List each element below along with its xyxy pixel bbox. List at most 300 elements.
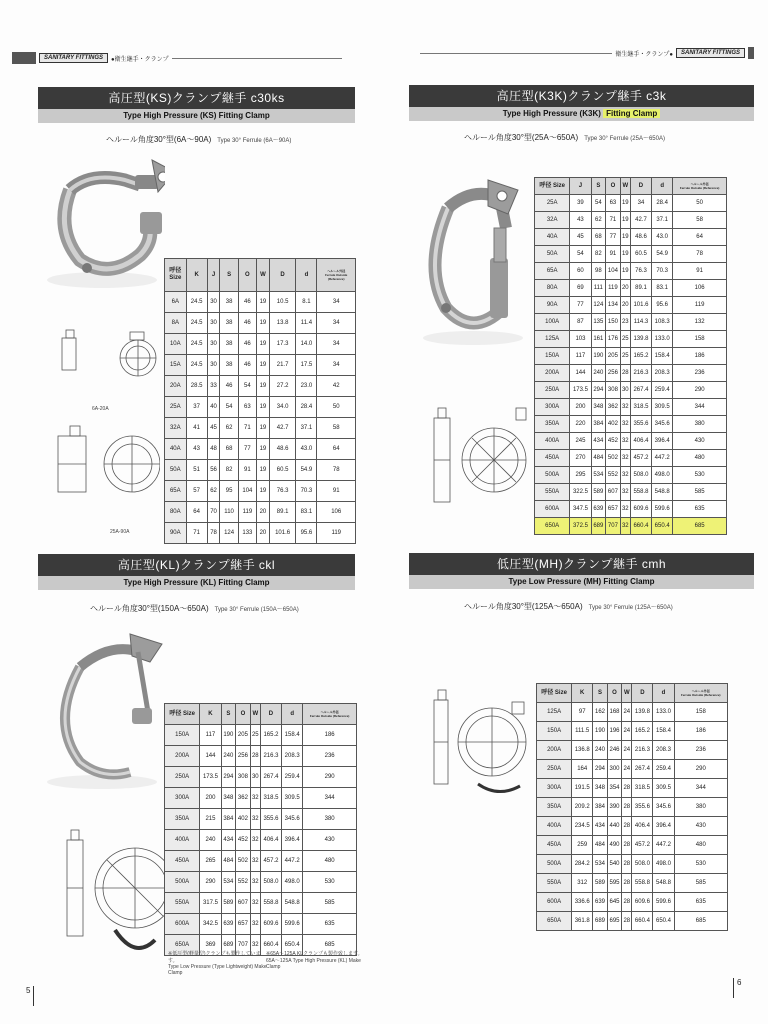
kl-ferrule (90, 603, 299, 614)
table-cell: 24 (622, 760, 632, 779)
table-cell: 30 (250, 767, 260, 788)
table-cell: 548.8 (653, 874, 674, 893)
table-cell: 51 (186, 460, 207, 481)
table-cell: 19 (257, 397, 270, 418)
column-header: 呼径 Size (165, 704, 200, 725)
ks-drawing-label-b: 25A-90A (110, 529, 130, 535)
table-cell: 89.1 (630, 280, 651, 297)
table-row (165, 460, 356, 481)
table-cell: 34 (630, 195, 651, 212)
table-cell: 707 (236, 935, 251, 956)
table-cell: 208.3 (652, 365, 673, 382)
table-cell: 19 (620, 246, 630, 263)
table-row (537, 855, 728, 874)
table-cell: 43.0 (652, 229, 673, 246)
table-cell: 290 (303, 767, 357, 788)
table-cell: 60.5 (269, 460, 296, 481)
table-cell: 270 (570, 450, 591, 467)
table-cell: 111.5 (572, 722, 593, 741)
table-cell: 17.5 (296, 355, 317, 376)
column-header: D (269, 259, 296, 292)
table-cell: 117 (570, 348, 591, 365)
table-cell: 45 (570, 229, 591, 246)
table-cell: 19 (620, 229, 630, 246)
table-cell: 20 (257, 502, 270, 523)
table-cell: 76.3 (630, 263, 651, 280)
table-cell: 104 (606, 263, 621, 280)
table-cell: 158 (673, 331, 727, 348)
table-cell: 30 (620, 382, 630, 399)
table-cell: 362 (236, 788, 251, 809)
table-cell: 295 (570, 467, 591, 484)
table-cell: 104 (238, 481, 256, 502)
size-cell: 650A (535, 518, 570, 535)
table-row (165, 851, 357, 872)
table-cell: 136.8 (572, 741, 593, 760)
table-cell: 19 (257, 481, 270, 502)
column-header: D (260, 704, 281, 725)
size-cell: 65A (165, 481, 187, 502)
table-cell: 32 (620, 399, 630, 416)
table-cell: 558.8 (260, 893, 281, 914)
table-cell: 91 (606, 246, 621, 263)
table-cell: 38 (220, 292, 238, 313)
table-cell: 64 (186, 502, 207, 523)
table-cell: 69 (570, 280, 591, 297)
table-cell: 660.4 (630, 518, 651, 535)
table-cell: 361.8 (572, 912, 593, 931)
table-row (537, 893, 728, 912)
table-cell: 308 (606, 382, 621, 399)
table-cell: 267.4 (630, 382, 651, 399)
table-row (165, 439, 356, 460)
table-cell: 28 (622, 855, 632, 874)
column-header: d (296, 259, 317, 292)
ks-ferrule-jp: ヘルール角度30°型(6A〜90A) (106, 135, 212, 144)
mh-dimension-drawing (428, 680, 528, 800)
table-cell: 657 (236, 914, 251, 935)
size-cell: 32A (165, 418, 187, 439)
size-cell: 450A (537, 836, 572, 855)
table-row (535, 365, 727, 382)
table-cell: 117 (200, 725, 221, 746)
table-cell: 639 (593, 893, 608, 912)
table-cell: 46 (220, 376, 238, 397)
table-cell: 548.8 (652, 484, 673, 501)
table-row (537, 817, 728, 836)
table-row (535, 399, 727, 416)
table-cell: 162 (593, 703, 608, 722)
table-cell: 447.2 (282, 851, 303, 872)
column-header: 呼径 Size (165, 259, 187, 292)
table-cell: 508.0 (632, 855, 653, 874)
table-cell: 355.6 (260, 809, 281, 830)
table-cell: 144 (200, 746, 221, 767)
table-header-row (165, 704, 357, 725)
table-cell: 165.2 (632, 722, 653, 741)
size-cell: 90A (165, 523, 187, 544)
table-cell: 13.8 (269, 313, 296, 334)
table-cell: 54.9 (652, 246, 673, 263)
column-header: S (593, 684, 608, 703)
table-row (165, 809, 357, 830)
table-cell: 48 (207, 439, 220, 460)
table-row (537, 760, 728, 779)
table-cell: 24 (622, 703, 632, 722)
table-cell: 32 (250, 851, 260, 872)
table-cell: 20 (620, 297, 630, 314)
table-cell: 17.3 (269, 334, 296, 355)
table-row (535, 263, 727, 280)
header-tag: SANITARY FITTINGS (39, 53, 108, 63)
column-header: ヘルール外径 Ferrule Outside (Reference) (303, 704, 357, 725)
table-cell: 46 (238, 334, 256, 355)
table-cell: 639 (221, 914, 236, 935)
size-cell: 150A (535, 348, 570, 365)
k3k-spec-table (534, 177, 727, 535)
column-header: J (570, 178, 591, 195)
table-cell: 240 (591, 365, 606, 382)
table-cell: 28 (622, 836, 632, 855)
table-cell: 77 (606, 229, 621, 246)
table-cell: 71 (238, 418, 256, 439)
table-row (165, 418, 356, 439)
table-cell: 362 (606, 399, 621, 416)
size-cell: 125A (535, 331, 570, 348)
table-cell: 259.4 (282, 767, 303, 788)
table-cell: 318.5 (260, 788, 281, 809)
table-cell: 220 (570, 416, 591, 433)
table-cell: 42.7 (269, 418, 296, 439)
table-cell: 119 (673, 297, 727, 314)
table-cell: 19 (257, 418, 270, 439)
table-cell: 46 (238, 313, 256, 334)
column-header: d (282, 704, 303, 725)
table-cell: 599.6 (282, 914, 303, 935)
size-cell: 550A (535, 484, 570, 501)
table-cell: 294 (593, 760, 608, 779)
k3k-subtitle-text: Type High Pressure (K3K) (502, 109, 604, 118)
table-cell: 267.4 (632, 760, 653, 779)
table-cell: 290 (674, 760, 727, 779)
table-cell: 54.9 (296, 460, 317, 481)
table-cell: 186 (673, 348, 727, 365)
table-cell: 585 (303, 893, 357, 914)
table-cell: 32 (250, 893, 260, 914)
table-cell: 502 (236, 851, 251, 872)
table-cell: 406.4 (632, 817, 653, 836)
size-cell: 550A (537, 874, 572, 893)
table-cell: 124 (591, 297, 606, 314)
column-header: S (221, 704, 236, 725)
table-cell: 190 (591, 348, 606, 365)
column-header: S (220, 259, 238, 292)
table-cell: 43.0 (296, 439, 317, 460)
table-cell: 56 (207, 460, 220, 481)
table-cell: 165.2 (630, 348, 651, 365)
table-cell: 345.6 (282, 809, 303, 830)
table-cell: 585 (674, 874, 727, 893)
table-cell: 28.5 (186, 376, 207, 397)
table-cell: 19 (257, 355, 270, 376)
table-cell: 447.2 (652, 450, 673, 467)
table-row (165, 725, 357, 746)
table-cell: 42 (317, 376, 356, 397)
table-cell: 318.5 (630, 399, 651, 416)
size-cell: 125A (537, 703, 572, 722)
table-cell: 265 (200, 851, 221, 872)
k3k-dimension-drawing (428, 398, 528, 518)
table-cell: 158.4 (652, 348, 673, 365)
table-cell: 396.4 (653, 817, 674, 836)
table-cell: 317.5 (200, 893, 221, 914)
table-cell: 30 (207, 292, 220, 313)
kl-clamp-photo (40, 622, 165, 792)
k3k-ferrule-en: Type 30° Ferrule (25A〜650A) (584, 136, 665, 142)
page-number-right: 6 (733, 978, 741, 998)
table-cell: 609.6 (632, 893, 653, 912)
column-header: ヘルール外径 Ferrule Outside (Reference) (673, 178, 727, 195)
table-row (535, 314, 727, 331)
column-header: K (200, 704, 221, 725)
size-cell: 6A (165, 292, 187, 313)
table-cell: 70 (207, 502, 220, 523)
table-row (165, 355, 356, 376)
table-cell: 585 (673, 484, 727, 501)
size-cell: 600A (537, 893, 572, 912)
table-cell: 19 (620, 195, 630, 212)
table-cell: 42.7 (630, 212, 651, 229)
page-number-left: 5 (26, 986, 34, 1006)
header-bar (748, 47, 754, 59)
table-cell: 589 (593, 874, 608, 893)
table-cell: 380 (673, 416, 727, 433)
table-cell: 607 (606, 484, 621, 501)
column-header: O (236, 704, 251, 725)
table-cell: 41 (186, 418, 207, 439)
table-cell: 707 (606, 518, 621, 535)
size-cell: 400A (165, 830, 200, 851)
table-row (165, 914, 357, 935)
table-cell: 83.1 (652, 280, 673, 297)
table-row (535, 501, 727, 518)
table-cell: 58 (317, 418, 356, 439)
table-cell: 685 (673, 518, 727, 535)
table-cell: 309.5 (282, 788, 303, 809)
table-cell: 45 (207, 418, 220, 439)
table-row (165, 788, 357, 809)
table-row (535, 467, 727, 484)
table-cell: 78 (317, 460, 356, 481)
table-cell: 259.4 (652, 382, 673, 399)
column-header: W (622, 684, 632, 703)
table-cell: 19 (257, 376, 270, 397)
table-cell: 430 (673, 433, 727, 450)
table-cell: 50 (317, 397, 356, 418)
table-cell: 498.0 (652, 467, 673, 484)
size-cell: 250A (165, 767, 200, 788)
table-cell: 38 (220, 355, 238, 376)
table-cell: 650.4 (282, 935, 303, 956)
size-cell: 650A (537, 912, 572, 931)
table-cell: 82 (220, 460, 238, 481)
column-header: d (653, 684, 674, 703)
table-cell: 484 (221, 851, 236, 872)
size-cell: 100A (535, 314, 570, 331)
table-cell: 209.2 (572, 798, 593, 817)
table-cell: 77 (238, 439, 256, 460)
table-row (535, 229, 727, 246)
size-cell: 50A (165, 460, 187, 481)
table-cell: 300 (607, 760, 622, 779)
table-cell: 457.2 (630, 450, 651, 467)
table-cell: 240 (593, 741, 608, 760)
table-cell: 502 (606, 450, 621, 467)
table-cell: 589 (591, 484, 606, 501)
table-cell: 28 (622, 817, 632, 836)
table-cell: 119 (606, 280, 621, 297)
table-row (165, 313, 356, 334)
table-cell: 106 (673, 280, 727, 297)
table-cell: 344 (674, 779, 727, 798)
table-cell: 294 (221, 767, 236, 788)
column-header: d (652, 178, 673, 195)
table-cell: 37.1 (296, 418, 317, 439)
table-cell: 24.5 (186, 313, 207, 334)
ks-ferrule-en: Type 30° Ferrule (6A〜90A) (217, 138, 292, 144)
table-cell: 37 (186, 397, 207, 418)
size-cell: 65A (535, 263, 570, 280)
table-cell: 110 (220, 502, 238, 523)
table-row (535, 433, 727, 450)
table-cell: 32 (620, 467, 630, 484)
table-row (535, 450, 727, 467)
table-cell: 440 (607, 817, 622, 836)
kl-dimension-drawing (45, 820, 165, 970)
table-cell: 34 (317, 334, 356, 355)
table-cell: 595 (607, 874, 622, 893)
kl-note-1-jp: ※低圧型(軽量型)クランプも製作しています。 (168, 951, 261, 964)
k3k-title: 高圧型(K3K)クランプ継手 c3k (409, 85, 754, 107)
mh-ferrule-en: Type 30° Ferrule (125A〜650A) (588, 605, 673, 611)
table-row (165, 523, 356, 544)
table-cell: 347.5 (570, 501, 591, 518)
size-cell: 500A (535, 467, 570, 484)
table-cell: 82 (591, 246, 606, 263)
table-row (165, 292, 356, 313)
table-cell: 354 (607, 779, 622, 798)
table-cell: 558.8 (630, 484, 651, 501)
header-sub: ●衛生継手・クランプ (111, 56, 169, 63)
table-cell: 309.5 (653, 779, 674, 798)
table-cell: 540 (607, 855, 622, 874)
table-cell: 164 (572, 760, 593, 779)
table-cell: 54 (238, 376, 256, 397)
table-cell: 245 (570, 433, 591, 450)
table-header-row (535, 178, 727, 195)
table-cell: 32 (620, 484, 630, 501)
table-cell: 508.0 (630, 467, 651, 484)
table-cell: 589 (221, 893, 236, 914)
table-cell: 294 (591, 382, 606, 399)
column-header: O (606, 178, 621, 195)
table-row (165, 502, 356, 523)
table-cell: 14.0 (296, 334, 317, 355)
ks-title: 高圧型(KS)クランプ継手 c30ks (38, 87, 355, 109)
table-cell: 158 (674, 703, 727, 722)
table-row (535, 382, 727, 399)
table-cell: 28 (622, 874, 632, 893)
table-cell: 10.5 (269, 292, 296, 313)
table-cell: 609.6 (630, 501, 651, 518)
table-cell: 60.5 (630, 246, 651, 263)
table-cell: 32 (250, 830, 260, 851)
table-cell: 639 (591, 501, 606, 518)
table-cell: 173.5 (200, 767, 221, 788)
k3k-subtitle-highlight: Fitting Clamp (603, 109, 660, 118)
size-cell: 25A (535, 195, 570, 212)
table-cell: 380 (674, 798, 727, 817)
column-header: O (607, 684, 622, 703)
table-cell: 132 (673, 314, 727, 331)
table-cell: 24.5 (186, 334, 207, 355)
size-cell: 200A (535, 365, 570, 382)
table-cell: 430 (674, 817, 727, 836)
table-cell: 91 (673, 263, 727, 280)
table-cell: 68 (591, 229, 606, 246)
table-cell: 256 (236, 746, 251, 767)
table-cell: 650.4 (653, 912, 674, 931)
table-cell: 48.6 (630, 229, 651, 246)
table-cell: 64 (673, 229, 727, 246)
table-cell: 76.3 (269, 481, 296, 502)
size-cell: 25A (165, 397, 187, 418)
k3k-subtitle (409, 107, 754, 121)
kl-section-header (38, 554, 355, 590)
table-cell: 660.4 (632, 912, 653, 931)
table-cell: 190 (221, 725, 236, 746)
table-cell: 318.5 (632, 779, 653, 798)
column-header: S (591, 178, 606, 195)
table-cell: 28.4 (652, 195, 673, 212)
table-cell: 40 (207, 397, 220, 418)
header-bar (12, 52, 36, 64)
kl-spec-table (164, 703, 357, 956)
table-cell: 534 (221, 872, 236, 893)
table-cell: 348 (591, 399, 606, 416)
size-cell: 400A (535, 433, 570, 450)
table-cell: 430 (303, 830, 357, 851)
table-cell: 77 (570, 297, 591, 314)
table-cell: 34 (317, 292, 356, 313)
size-cell: 550A (165, 893, 200, 914)
size-cell: 300A (165, 788, 200, 809)
table-row (535, 212, 727, 229)
table-cell: 558.8 (632, 874, 653, 893)
table-cell: 30 (207, 334, 220, 355)
table-cell: 685 (303, 935, 357, 956)
table-cell: 480 (303, 851, 357, 872)
size-cell: 400A (537, 817, 572, 836)
table-cell: 208.3 (282, 746, 303, 767)
size-cell: 600A (535, 501, 570, 518)
table-cell: 256 (606, 365, 621, 382)
table-cell: 150 (606, 314, 621, 331)
column-header: K (572, 684, 593, 703)
table-cell: 19 (257, 292, 270, 313)
size-cell: 500A (537, 855, 572, 874)
mh-spec-table (536, 683, 728, 931)
